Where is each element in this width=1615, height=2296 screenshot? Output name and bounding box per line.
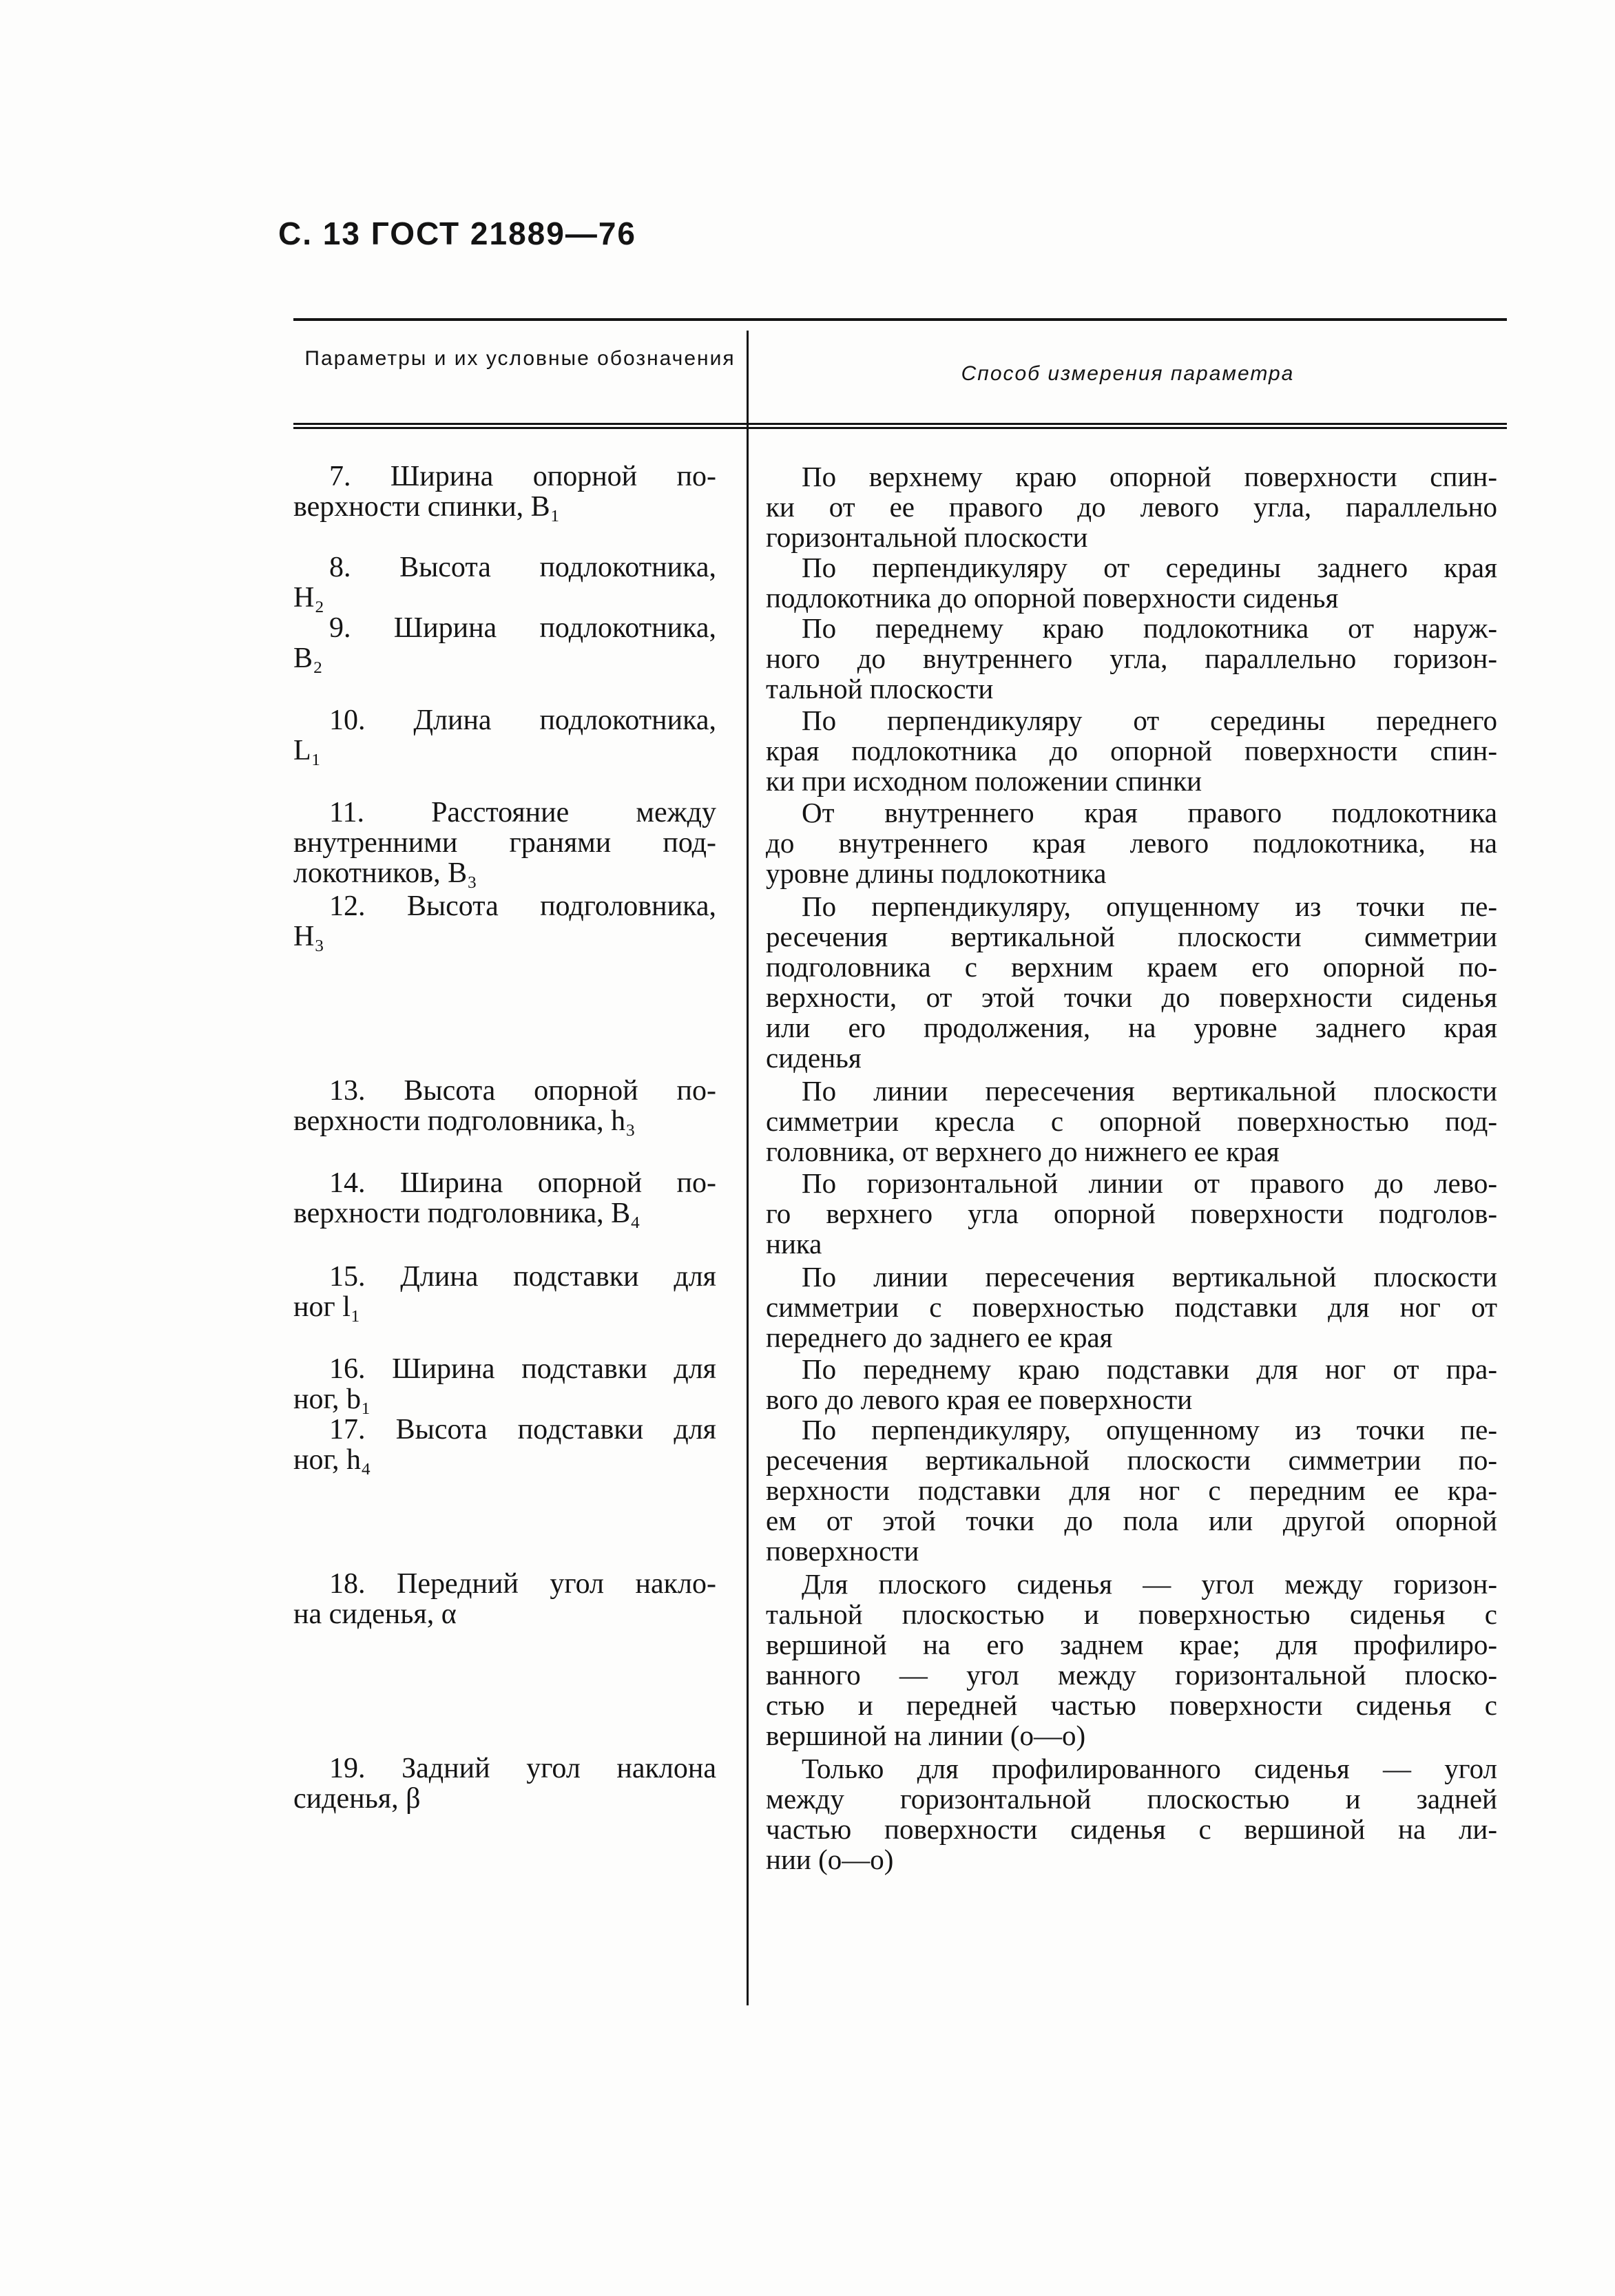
param-10: 10. Длина подлокотника, L₁ — [293, 705, 716, 766]
method-19: Только для профилированного сиденья — угол между горизонтальной плоскостью и задней частью поверхности сиденья с вершиной на ли- нии (o—o) — [766, 1753, 1497, 1875]
column-header-method: Способ измерения параметра — [961, 362, 1295, 385]
param-14: 14. Ширина опорной по- верхности подголовника, B₄ — [293, 1167, 716, 1229]
method-18: Для плоского сиденья — угол между горизон- тальной плоскостью и поверхностью сиденья с вершиной на его заднем крае; для профилиро- ванного — угол между горизонтальной плоско- стью и передней частью поверхности сиденья с вершиной на линии (o—o) — [766, 1568, 1497, 1751]
param-13: 13. Высота опорной по- верхности подголовника, h₃ — [293, 1075, 716, 1137]
page-header: С. 13 ГОСТ 21889—76 — [278, 216, 637, 251]
param-15: 15. Длина подставки для ног l₁ — [293, 1261, 716, 1323]
method-17: По перпендикуляру, опущенному из точки пе- ресечения вертикальной плоскости симметрии по- верхности подставки для ног с передним ее кра- ем от этой точки до пола или другой опорной поверхности — [766, 1414, 1497, 1567]
method-12: По перпендикуляру, опущенному из точки пе- ресечения вертикальной плоскости симметрии подголовника с верхним краем его опорной по- верхности, от этой точки до поверхности сиденья или его продолжения, на уровне заднего края сиденья — [766, 890, 1497, 1074]
param-7: 7. Ширина опорной по- верхности спинки, B₁ — [293, 461, 716, 523]
method-16: По переднему краю подставки для ног от пра- вого до левого края ее поверхности — [766, 1353, 1497, 1415]
param-8: 8. Высота подлокотника, H₂ — [293, 552, 716, 614]
method-10: По перпендикуляру от середины переднего края подлокотника до опорной поверхности спин- ки при исходном положении спинки — [766, 705, 1497, 797]
method-8: По перпендикуляру от середины заднего края подлокотника до опорной поверхности сиденья — [766, 552, 1497, 614]
param-11: 11. Расстояние между внутренними гранями под- локотников, B₃ — [293, 797, 716, 889]
column-divider — [747, 331, 749, 2005]
parameters-table — [293, 318, 1507, 2005]
method-14: По горизонтальной линии от правого до лево- го верхнего угла опорной поверхности подголов- ника — [766, 1167, 1497, 1260]
column-header-parameters: Параметры и их условные обозначения — [304, 347, 736, 370]
method-9: По переднему краю подлокотника от наруж- ного до внутреннего угла, параллельно горизон- тальной плоскости — [766, 612, 1497, 705]
param-16: 16. Ширина подставки для ног, b₁ — [293, 1353, 716, 1415]
param-18: 18. Передний угол накло- на сиденья, α — [293, 1568, 716, 1630]
param-9: 9. Ширина подлокотника, B₂ — [293, 612, 716, 674]
header-double-rule — [293, 423, 1507, 429]
method-11: От внутреннего края правого подлокотника до внутреннего края левого подлокотника, на уровне длины подлокотника — [766, 797, 1497, 889]
method-13: По линии пересечения вертикальной плоскости симметрии кресла с опорной поверхностью под- головника, от верхнего до нижнего ее края — [766, 1075, 1497, 1167]
table-top-rule — [293, 318, 1507, 321]
param-17: 17. Высота подставки для ног, h₄ — [293, 1414, 716, 1476]
method-7: По верхнему краю опорной поверхности спин- ки от ее правого до левого угла, параллельно горизонтальной плоскости — [766, 461, 1497, 553]
method-15: По линии пересечения вертикальной плоскости симметрии с поверхностью подставки для ног от переднего до заднего ее края — [766, 1261, 1497, 1353]
param-19: 19. Задний угол наклона сиденья, β — [293, 1753, 716, 1815]
param-12: 12. Высота подголовника, H₃ — [293, 890, 716, 952]
